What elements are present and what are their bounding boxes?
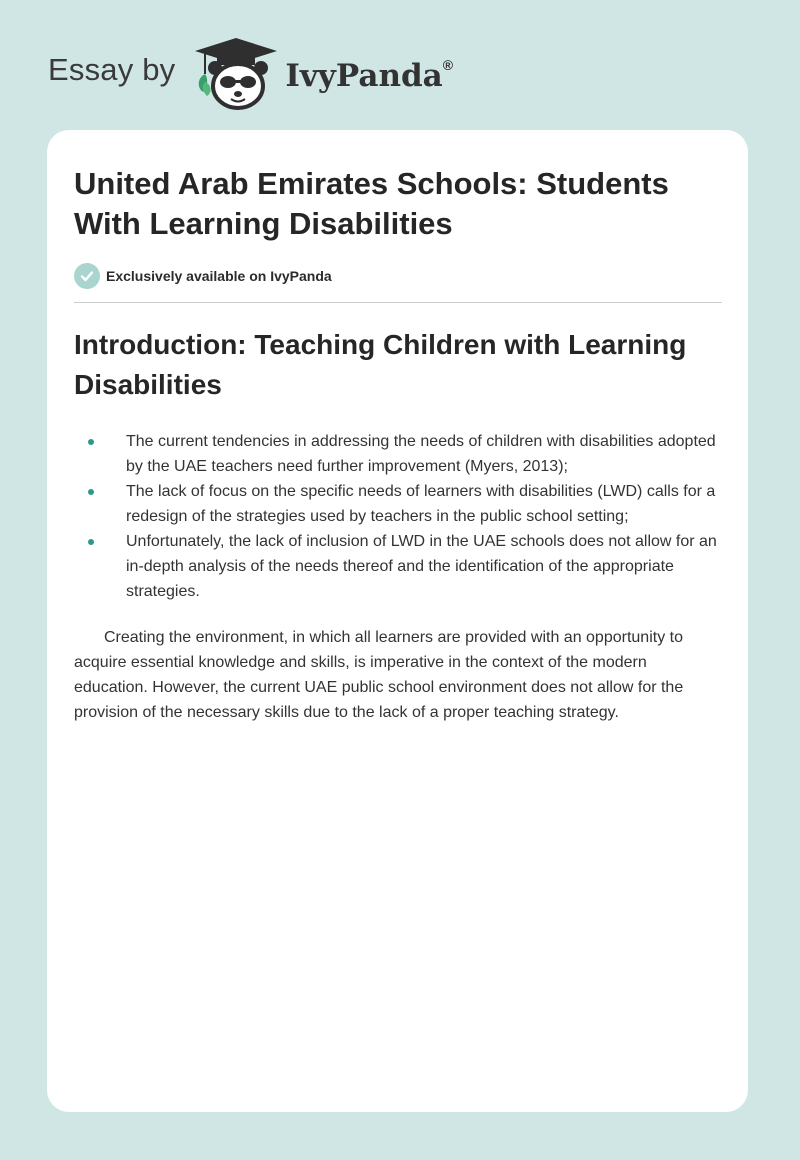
list-item — [74, 529, 722, 604]
essay-card — [47, 130, 748, 1112]
bullet-dot-icon — [88, 439, 94, 445]
list-item-text: The lack of focus on the specific needs of learners with disabilities (LWD) calls for a redesign of the strategies used by teachers in the public school setting; — [126, 483, 716, 525]
page-title: United Arab Emirates Schools: Students With Learning Disabilities — [74, 166, 669, 241]
site-header — [48, 36, 453, 110]
panda-graduate-icon[interactable] — [193, 36, 279, 110]
list-item — [74, 429, 722, 479]
divider — [74, 302, 722, 303]
registered-mark: ® — [442, 56, 454, 73]
list-item — [74, 479, 722, 529]
essay-by-label: Essay by — [48, 52, 176, 87]
section-heading: Introduction: Teaching Children with Learning Disabilities — [74, 329, 687, 400]
exclusive-badge — [74, 262, 722, 290]
exclusive-text: Exclusively available on IvyPanda — [106, 268, 332, 284]
check-icon — [74, 263, 100, 289]
bullet-list — [74, 429, 722, 604]
body-paragraph: Creating the environment, in which all learners are provided with an opportunity to acquire essential knowledge and skills, is imperative in the context of the modern education. However, the current UAE public school environment does not allow for the provision of the necessary skills due to the lack of a proper teaching strategy. — [74, 629, 684, 721]
list-item-text: The current tendencies in addressing the needs of children with disabilities adopted by the UAE teachers need further improvement (Myers, 2013); — [126, 433, 716, 475]
list-item-text: Unfortunately, the lack of inclusion of LWD in the UAE schools does not allow for an in-depth analysis of the needs thereof and the identification of the appropriate strategies. — [126, 533, 717, 600]
bullet-dot-icon — [88, 539, 94, 545]
bullet-dot-icon — [88, 489, 94, 495]
brand-name[interactable]: IvyPanda® — [285, 56, 454, 94]
